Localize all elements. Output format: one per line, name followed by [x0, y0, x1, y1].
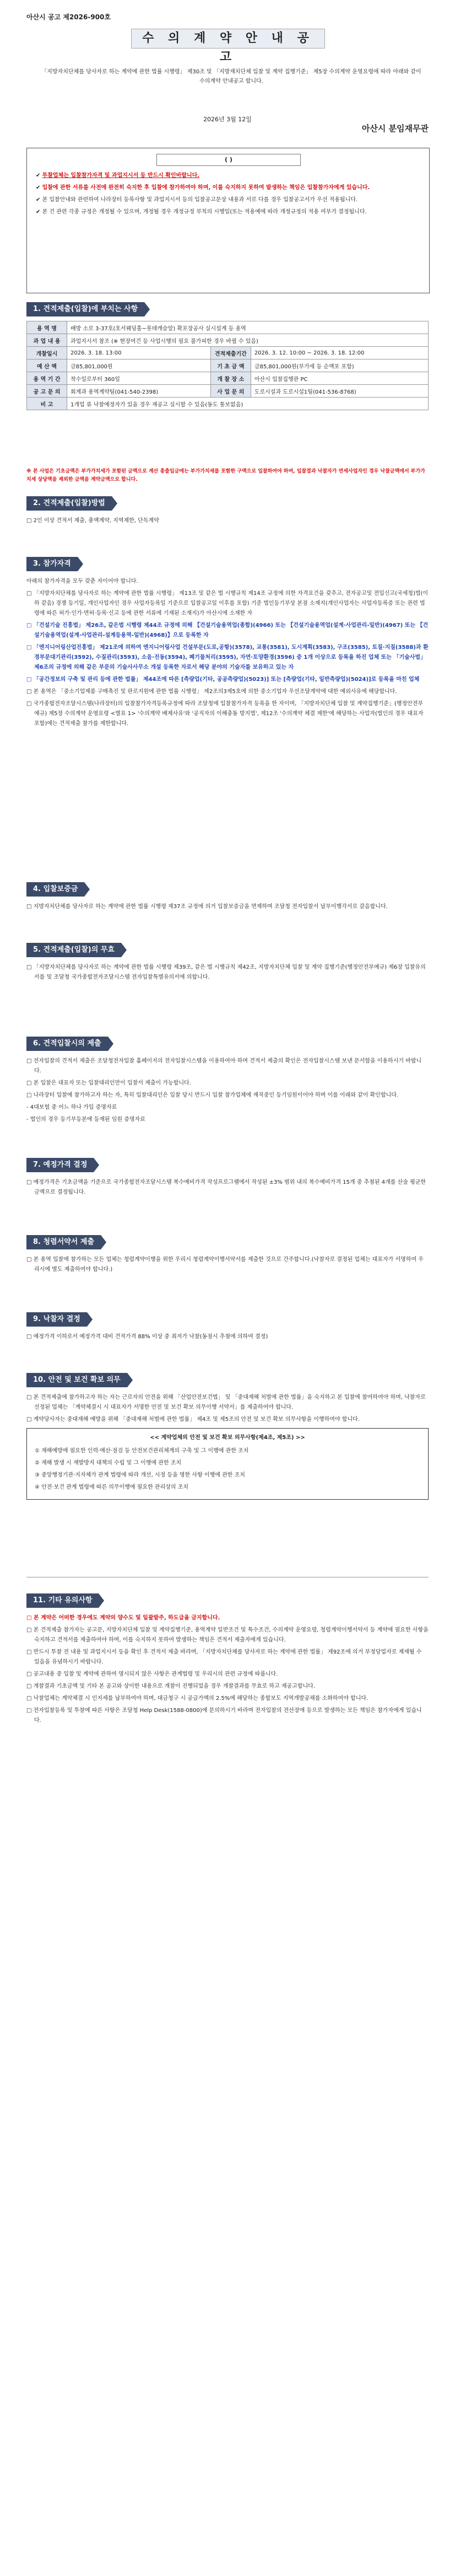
notice-list: [36, 171, 421, 220]
section-2-header: 2. 견적제출(입찰)방법: [26, 496, 112, 511]
section-10-header: 10. 안전 및 보건 확보 의무: [26, 1373, 127, 1387]
table-row: 용 역 기 간 착수일로부터 360일 개 찰 장 소 아산시 입찰집행관 PC: [27, 372, 429, 385]
table-row: 비 고 1개업 류 낙찰예정자가 있을 경우 재공고 실시할 수 있음(동도 통보없음): [27, 398, 429, 410]
table-row: 공 고 문 의 회계과 용역계약팀(041-540-2398) 사 업 문 의 도로시설과 도로시설1팀(041-536-8768): [27, 385, 429, 398]
section-2-body: □ 2인 이상 견적서 제출, 총액계약, 지역제한, 단독계약: [26, 518, 159, 524]
section-6-body: □ 전자입찰의 견적서 제출은 조달청전자입찰 홈페이지의 전자입찰시스템을 이용하여야 하며 견적서 제출의 확인은 전자입찰시스템 보낸 문서함을 이용하시기 바랍니다. □ 본 입찰은 대표자 또는 입찰대리인만이 입찰서 제출이 가능합니다. □ 나라장터 입찰에 참가하고자 하는 자, 특히 입찰대리인은 입찰 당시 반드시 입찰 참가업체에 재직중인 등기임원이어야 하며 이를 이래와 같이 확인합니다. - 4대보험 중 어느 하나 가입 증명자료 - 법인의 경우 등기부등본에 등재된 임원 증명자료: [26, 1058, 422, 1123]
section-3-body: 아래의 참가자격을 모두 갖춘 자이어야 합니다. □ 「지방자치단체를 당사자로 하는 계약에 관한 법률 시행령」 제13조 및 같은 법 시행규칙 제14조 규정에 의한 자격요건을 갖추고, 전자공고및 전입신고(국세청)법(이하 같음) 경쟁 등기일, 개인사업자인 경우 사업자등록일 기준으로 입찰공고일 이후를 포함) 기준 법인등기부상 본점 소재지(개인사업자는 사업자등록증 또는 관련 법령에 따른 허가·인가·면허·등록·신고 등에 관한 서류에 기재된 소재지)가 아산시에 소재한 자 □ 「건설기술 진흥법」 제26조, 같은법 시행령 제44조 규정에 의해 【건설기술용역업(종합)(4966) 또는 【건설기술용역업(설계·사업관리-일반)(4967) 또는 【건설기술용역업(설계·사업관리-설계등용역-일반)(4968)】으로 등록한 자 □ 「엔지니어링산업진흥법」 제21조에 의하여 엔지니어링사업 건설부문(도로,공항)(3578), 교통(3581), 도시계획(3583), 구조(3585), 토질·지질(3588)과 환경부문대기관리(3592), 수질관리(3593), 소음·진동(3594), 폐기물처리(3595), 자연·토양환경(3596) 중 1개 이상으로 등록을 하진 업체 또는 「기술사법」 제6조의 규정에 의해 같은 부문의 기술사사무소 개설 등록한 자로서 해당 분야의 기술자를 보유하고 있는 자 □ 「공간정보의 구축 및 관리 등에 관한 법률」 제44조에 따른 [측량업(기타, 공공측량업)(5023)] 또는 [측량업(기타, 일반측량업)(5024)]로 등록을 마친 업체 □ 본 용역은 「중소기업제품 구매촉진 및 판로지원에 관한 법률 시행령」 제2조의3제5호에 의한 중소기업자 우선조달계약에 대한 예외사유에 해당합니다. □ 국가종합전자조달시스템(나라장터)의 입찰참가자격등록규정에 따라 조달청에 입찰참가자격 등록을 한 자이며, 「지방자치단체 입찰 및 계약집행기준」(행정안전부 예규) 제5장 수의계약 운영요령 <별표 1> '수의계약 배제사유'와 '공직자의 이해충돌 방지법', 제12조 '수의계약 체결 제한'에 해당하는 사업자(법인의 경우 대표자 포함)에는 견적제출 참가를 제한합니다.: [26, 578, 429, 727]
section-8-header: 8. 청렴서약서 제출: [26, 1235, 101, 1249]
section-5-body: □ 「지방자치단체를 당사자로 하는 계약에 관한 법률 시행령 제39조, 같은 법 시행규칙 제42조, 지방자치단체 입찰 및 계약 집행기준(행정안전부예규) 제6장 입찰유의서를 및 조달청 국가종합전자조달시스템 전자입찰특별유의서에 의합니다.: [26, 964, 426, 980]
section-9-body: □ 예정가격 이하로서 예정가격 대비 견적가격 88% 이상 중 최저가 낙찰(동점시 추첨에 의하여 결정): [26, 1334, 268, 1340]
section-11-body: □ 본 계약은 어떠한 경우에도 계약의 양수도 및 일괄발주, 하도급을 금지합니다. □ 본 견적제출 참가자는 공고문, 지방자치단체 입찰 및 계약집행기준, 용역계약 일반조건 및 특수조건, 수의계약 운영요령, 청렴계약이행서약서 등 계약에 필요한 사항을 숙지하고 견적서를 제출하여야 하며, 이를 숙지하지 못하여 발생하는 책임은 견적서 제출자에게 있습니다. □ 반드시 투찰 전 내용 및 과업지시서 등을 확인 후 견적서 제출 바라며, 「지방자치단체를 당사자로 하는 계약에 관한 법률」 제92조에 의거 부정당업자로 제재될 수 있음을 유념하시기 바랍니다. □ 공고내용 중 입찰 및 계약에 관하여 명시되지 않은 사항은 관계법령 및 우리시의 관련 규정에 따릅니다. □ 개찰결과 기초금액 및 기타 본 공고와 상이한 내용으로 개찰이 진행되었을 경우 개찰결과를 무효로 하고 재공고합니다. □ 낙찰업체는 계약체결 시 인지세를 납부하여야 하며, 대금청구 시 공급가액의 2.5%에 해당하는 종합보도 지역개발공채를 소화하여야 합니다. □ 전자입찰등록 및 투찰에 따른 사항은 조달청 Help Desk(1588-0800)에 문의하시기 바라며 전자입찰의 전산장애 등으로 발생하는 모든 책임은 참가자에게 있습니다.: [26, 1615, 429, 1724]
table-row: 과 업 내 용 과업지시서 참조 (※ 현장여건 등 사업시행의 필요 불가피한 경우 바뀔 수 있음): [27, 334, 429, 347]
section-11-header: 11. 기타 유의사항: [26, 1593, 99, 1608]
table-row: 예 산 액 금85,801,000원 기 초 금 액 금85,801,000원(부가세 등 순액포 포함): [27, 359, 429, 372]
overview-table: [26, 321, 429, 410]
table-row: 개찰일시 2026. 3. 18. 13:00 견적제출기간 2026. 3. 12. 10:00 ~ 2026. 3. 18. 12:00: [27, 347, 429, 359]
section-7-header: 7. 예정가격 결정: [26, 1158, 94, 1172]
intro-text: 「지방자치단체를 당사자로 하는 계약에 관한 법률 시행령」 제30조 및 「지방재치단체 입찰 및 계약 집행기준」 제5장 수의계약 운영요령에 따라 아래와 같이 수의계약 안내공고 합니다.: [41, 69, 421, 84]
section-5-header: 5. 견적제출(입찰)의 무효: [26, 943, 121, 957]
notice-item: ✔ 입찰에 관한 서류를 사전에 완전히 숙지한 후 입찰에 참가하여야 하며, 이를 숙지하지 못하여 발생하는 책임은 입찰참가자에게 있습니다.: [36, 185, 370, 191]
section-1-header: 1. 견적제출(입찰)에 부치는 사항: [26, 302, 144, 316]
notice-item: ✔ 투찰업체는 입찰참가자격 및 과업지시서 등 반드시 확인바랍니다.: [36, 173, 200, 179]
section-8-body: □ 본 용역 입찰에 참가하는 모든 업체는 청렴계약이행을 위한 우리시 청렴계약이행서약서를 제출한 것으로 간주합니다.(낙찰자로 결정된 업체는 대표자가 서명하여 우리시에 별도 제출하여야 합니다.): [26, 1257, 424, 1273]
section-6-header: 6. 견적입찰시의 제출: [26, 1037, 108, 1051]
vat-note: ※ 본 사업은 기초금액은 부가가치세가 포함된 금액으로 계산 총출입금에는 부가가치세를 포함한 구액으로 입찰하여야 하며, 입찰결과 낙찰자가 면세사업자인 경우 낙찰금액에서 부가가치세 상당액을 제외한 금액을 계약금액으로 합니다.: [26, 469, 425, 482]
notice-date: 2026년 3월 12일: [203, 116, 252, 123]
notice-box: [26, 148, 430, 293]
table-row: 용 역 명 배방 소로 3-37호(호서웨딩홀~롯데캐슬앞) 확포장공사 실시설계 등 용역: [27, 321, 429, 334]
notice-item: ✔ 본 입찰안내와 관련하여 나라장터 등록사항 및 과업지시서 등의 입찰공고문상 내용과 서로 다를 경우 입찰공고서가 우선 적용됩니다.: [36, 197, 358, 203]
section-4-body: □ 지방자치단체를 당사자로 하는 계약에 관한 법률 시행령 제37조 규정에 의거 입찰보증금을 면제하며 조달청 전자입찰서 납부이행각서로 갈음합니다.: [26, 904, 388, 910]
section-10-body: □ 본 견적제출에 참가하고자 하는 자는 근로자의 안전을 위해 「산업안전보건법」 및 「중대재해 처벌에 관한 법률」을 숙지하고 본 입찰에 참여하여야 하며, 낙찰자로 선정된 업체는 「계약체결시 시 대표자가 서명한 안전 및 보건 확보 의무이행 서약서」를 제출하여야 합니다. □ 계약당사자는 중대재해 예방을 위해 「중대재해 처벌에 관한 법률」 제4조 및 제5조의 안전 및 보건 확보 의무사항을 이행하여야 합니다. << 계약업체의 안전 및 보건 확보 의무사항(제4조, 제5조) >> ① 재해예방에 필요한 인력·예산·점검 등 안전보건관리체계의 구축 및 그 이행에 관한 조치 ② 재해 발생 시 재발방지 대책의 수립 및 그 이행에 관한 조치 ③ 중앙행정기관·지자체가 관계 법령에 따라 개선, 시정 등을 명한 사항 이행에 관한 조치 ④ 안전·보건 관계 법령에 따른 의무이행에 필요한 관리상의 조치: [26, 1393, 429, 1500]
notice-number: 아산시 공고 제2026-900호: [26, 13, 111, 21]
safety-duty-box: << 계약업체의 안전 및 보건 확보 의무사항(제4조, 제5조) >> ① 재해예방에 필요한 인력·예산·점검 등 안전보건관리체계의 구축 및 그 이행에 관한 조치 ② 재해 발생 시 재발방지 대책의 수립 및 그 이행에 관한 조치 ③ 중앙행정기관·지자체가 관계 법령에 따라 개선, 시정 등을 명한 사항 이행에 관한 조치 ④ 안전·보건 관계 법령에 따른 의무이행에 필요한 관리상의 조치: [26, 1428, 429, 1500]
notice-item: ✔ 본 건 관련 각종 규정은 개정될 수 있으며, 개정될 경우 개정규정 부칙의 시행일(또는 적용예에 따라 개정규정의 적용 여부가 결정됩니다.: [36, 209, 367, 215]
notice-box-title: ( ): [156, 154, 301, 166]
section-4-header: 4. 입찰보증금: [26, 882, 84, 897]
section-9-header: 9. 낙찰자 결정: [26, 1312, 87, 1327]
issuer: 아산시 분임재무관: [361, 124, 429, 133]
section-3-header: 3. 참가자격: [26, 557, 78, 571]
page-title: 수 의 계 약 안 내 공 고: [131, 29, 325, 49]
section-7-body: □ 예정가격은 기초금액을 기준으로 국가종합전자조달시스템 복수예비가격 작성프로그램에서 작성된 ±3% 범위 내의 복수예비가격 15개 중 추첨된 4개를 산술 평균한 금액으로 결정됩니다.: [26, 1179, 426, 1195]
